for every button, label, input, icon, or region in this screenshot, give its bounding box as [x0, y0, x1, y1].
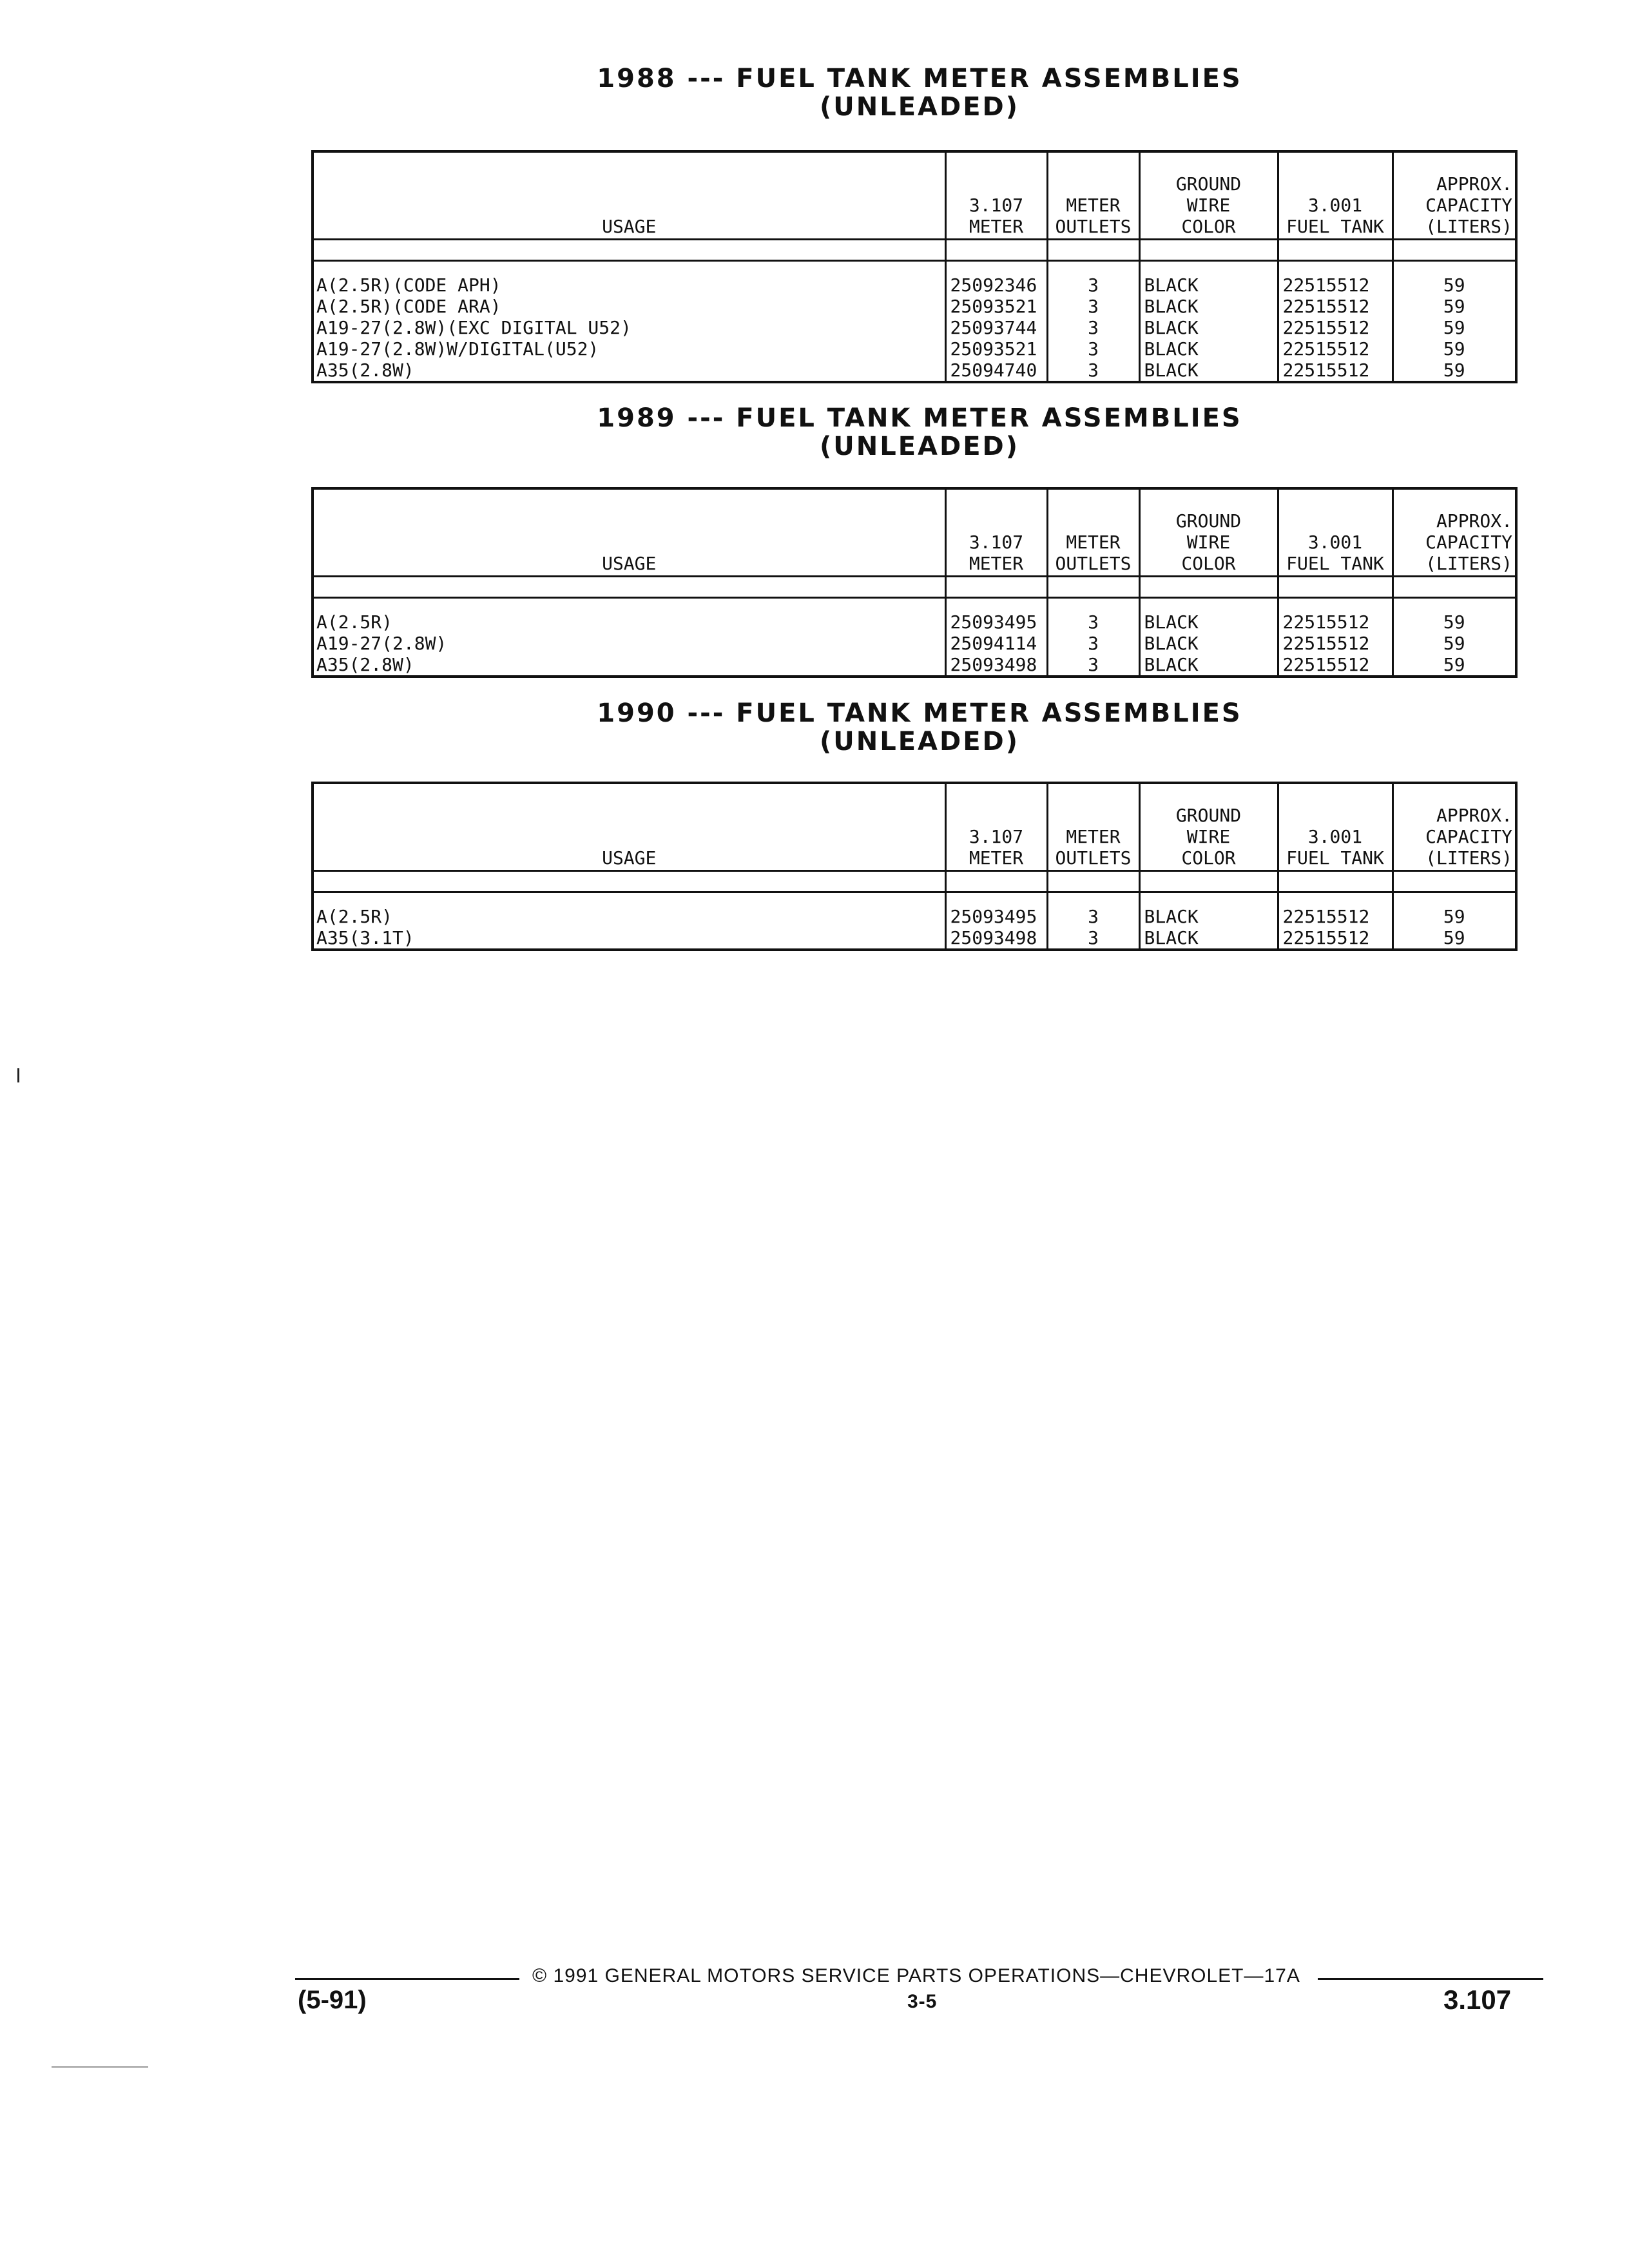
- cell-capacity: 59: [1393, 317, 1516, 338]
- parts-table-1988: [311, 150, 1518, 383]
- table-row: [313, 261, 1516, 296]
- footer-rule-left: [295, 1978, 519, 1980]
- cell-usage: A35(3.1T): [316, 927, 414, 948]
- footer-page-number: 3-5: [907, 1991, 938, 2012]
- table-row: [313, 360, 1516, 382]
- col-header-wire-color: [1139, 783, 1278, 871]
- header-line: WIRE: [1186, 532, 1231, 553]
- parts-table-1989: [311, 487, 1518, 678]
- header-line: USAGE: [602, 216, 657, 237]
- header-line: 3.001: [1307, 195, 1363, 216]
- col-header-wire-color: [1139, 151, 1278, 240]
- cell-usage: A19-27(2.8W)W/DIGITAL(U52): [316, 338, 599, 360]
- table-row: [313, 927, 1516, 950]
- separator-cell: [945, 871, 1047, 892]
- header-line: CAPACITY: [1425, 195, 1512, 216]
- col-header-outlets: [1047, 151, 1139, 240]
- table-row: [313, 598, 1516, 633]
- col-header-fuel-tank: [1278, 151, 1393, 240]
- header-line: FUEL TANK: [1286, 216, 1384, 237]
- section-subtitle: (UNLEADED): [819, 92, 1020, 122]
- separator-cell: [1139, 577, 1278, 598]
- footer-rule-right: [1318, 1978, 1543, 1980]
- scan-mark: [52, 2066, 148, 2068]
- header-line: (LITERS): [1425, 216, 1512, 237]
- separator-cell: [1393, 871, 1516, 892]
- header-separator-row: [313, 577, 1516, 598]
- header-line: METER: [1066, 532, 1121, 553]
- cell-capacity: 59: [1393, 338, 1516, 360]
- section-1988-heading: [311, 64, 1515, 121]
- header-line: (LITERS): [1425, 553, 1512, 574]
- header-line: CAPACITY: [1425, 826, 1512, 847]
- header-line: METER: [969, 553, 1024, 574]
- cell-meter-part: 25093495: [945, 892, 1047, 928]
- cell-wire-color: BLACK: [1139, 360, 1278, 382]
- cell-outlets: 3: [1047, 892, 1139, 928]
- separator-cell: [313, 240, 945, 261]
- header-line: USAGE: [602, 553, 657, 574]
- cell-fuel-tank-part: 22515512: [1278, 892, 1393, 928]
- header-line: METER: [1066, 195, 1121, 216]
- col-header-meter: [945, 783, 1047, 871]
- cell-fuel-tank-part: 22515512: [1278, 633, 1393, 654]
- cell-fuel-tank-part: 22515512: [1278, 598, 1393, 633]
- col-header-outlets: [1047, 488, 1139, 577]
- section-1990-heading: [311, 699, 1515, 756]
- cell-outlets: 3: [1047, 261, 1139, 296]
- header-line: GROUND: [1175, 510, 1242, 532]
- cell-capacity: 59: [1393, 927, 1516, 950]
- section-title: 1988 --- FUEL TANK METER ASSEMBLIES: [597, 64, 1242, 93]
- header-line: COLOR: [1181, 553, 1236, 574]
- footer-date: (5-91): [298, 1986, 367, 2014]
- header-line: COLOR: [1181, 847, 1236, 869]
- cell-outlets: 3: [1047, 317, 1139, 338]
- header-line: OUTLETS: [1055, 553, 1132, 574]
- header-line: 3.107: [969, 195, 1024, 216]
- cell-outlets: 3: [1047, 633, 1139, 654]
- cell-usage: A(2.5R): [316, 611, 393, 633]
- cell-capacity: 59: [1393, 360, 1516, 382]
- section-title: 1989 --- FUEL TANK METER ASSEMBLIES: [597, 403, 1242, 433]
- cell-fuel-tank-part: 22515512: [1278, 296, 1393, 317]
- cell-usage: A(2.5R)(CODE ARA): [316, 296, 501, 317]
- table-row: [313, 654, 1516, 677]
- separator-cell: [1278, 240, 1393, 261]
- col-header-capacity: [1393, 488, 1516, 577]
- header-line: COLOR: [1181, 216, 1236, 237]
- cell-usage: A35(2.8W): [316, 654, 414, 675]
- col-header-usage: [313, 783, 945, 871]
- footer-copyright: © 1991 GENERAL MOTORS SERVICE PARTS OPERATIONS—CHEVROLET—17A: [532, 1965, 1300, 1986]
- scan-mark: [17, 1068, 19, 1082]
- cell-meter-part: 25094114: [945, 633, 1047, 654]
- cell-meter-part: 25093495: [945, 598, 1047, 633]
- cell-outlets: 3: [1047, 598, 1139, 633]
- cell-usage: A(2.5R)(CODE APH): [316, 274, 501, 296]
- separator-cell: [1047, 240, 1139, 261]
- separator-cell: [1393, 577, 1516, 598]
- col-header-capacity: [1393, 151, 1516, 240]
- section-subtitle: (UNLEADED): [819, 727, 1020, 756]
- header-line: FUEL TANK: [1286, 553, 1384, 574]
- cell-outlets: 3: [1047, 338, 1139, 360]
- cell-capacity: 59: [1393, 598, 1516, 633]
- table-row: [313, 338, 1516, 360]
- cell-capacity: 59: [1393, 654, 1516, 677]
- table-row: [313, 633, 1516, 654]
- cell-fuel-tank-part: 22515512: [1278, 360, 1393, 382]
- header-line: APPROX.: [1436, 510, 1512, 532]
- cell-wire-color: BLACK: [1139, 317, 1278, 338]
- section-title: 1990 --- FUEL TANK METER ASSEMBLIES: [597, 698, 1242, 728]
- cell-wire-color: BLACK: [1139, 338, 1278, 360]
- cell-usage: A19-27(2.8W)(EXC DIGITAL U52): [316, 317, 631, 338]
- cell-wire-color: BLACK: [1139, 927, 1278, 950]
- col-header-outlets: [1047, 783, 1139, 871]
- separator-cell: [313, 871, 945, 892]
- separator-cell: [1278, 871, 1393, 892]
- section-1989-heading: [311, 404, 1515, 461]
- cell-meter-part: 25093498: [945, 654, 1047, 677]
- col-header-fuel-tank: [1278, 783, 1393, 871]
- cell-capacity: 59: [1393, 892, 1516, 928]
- header-separator-row: [313, 871, 1516, 892]
- header-line: GROUND: [1175, 805, 1242, 826]
- col-header-usage: [313, 488, 945, 577]
- col-header-meter: [945, 151, 1047, 240]
- cell-capacity: 59: [1393, 296, 1516, 317]
- cell-meter-part: 25093498: [945, 927, 1047, 950]
- cell-meter-part: 25093744: [945, 317, 1047, 338]
- cell-wire-color: BLACK: [1139, 892, 1278, 928]
- cell-outlets: 3: [1047, 296, 1139, 317]
- cell-outlets: 3: [1047, 654, 1139, 677]
- cell-wire-color: BLACK: [1139, 598, 1278, 633]
- header-row: [313, 151, 1516, 240]
- cell-wire-color: BLACK: [1139, 633, 1278, 654]
- col-header-fuel-tank: [1278, 488, 1393, 577]
- cell-usage: A(2.5R): [316, 906, 393, 927]
- header-line: USAGE: [602, 847, 657, 869]
- cell-wire-color: BLACK: [1139, 261, 1278, 296]
- header-row: [313, 783, 1516, 871]
- cell-wire-color: BLACK: [1139, 296, 1278, 317]
- cell-fuel-tank-part: 22515512: [1278, 654, 1393, 677]
- cell-capacity: 59: [1393, 633, 1516, 654]
- header-line: 3.107: [969, 532, 1024, 553]
- header-line: WIRE: [1186, 826, 1231, 847]
- table-row: [313, 317, 1516, 338]
- header-line: OUTLETS: [1055, 847, 1132, 869]
- header-line: 3.001: [1307, 826, 1363, 847]
- col-header-wire-color: [1139, 488, 1278, 577]
- separator-cell: [313, 577, 945, 598]
- cell-meter-part: 25093521: [945, 296, 1047, 317]
- header-line: CAPACITY: [1425, 532, 1512, 553]
- cell-capacity: 59: [1393, 261, 1516, 296]
- cell-meter-part: 25092346: [945, 261, 1047, 296]
- cell-usage: A35(2.8W): [316, 360, 414, 381]
- header-line: 3.107: [969, 826, 1024, 847]
- separator-cell: [1393, 240, 1516, 261]
- header-line: FUEL TANK: [1286, 847, 1384, 869]
- separator-cell: [1139, 871, 1278, 892]
- header-line: METER: [969, 216, 1024, 237]
- section-subtitle: (UNLEADED): [819, 432, 1020, 461]
- footer-group-number: 3.107: [1443, 1984, 1512, 2015]
- cell-wire-color: BLACK: [1139, 654, 1278, 677]
- cell-outlets: 3: [1047, 360, 1139, 382]
- header-row: [313, 488, 1516, 577]
- header-line: 3.001: [1307, 532, 1363, 553]
- col-header-capacity: [1393, 783, 1516, 871]
- header-line: METER: [969, 847, 1024, 869]
- cell-fuel-tank-part: 22515512: [1278, 317, 1393, 338]
- header-separator-row: [313, 240, 1516, 261]
- separator-cell: [1139, 240, 1278, 261]
- separator-cell: [1047, 577, 1139, 598]
- separator-cell: [945, 577, 1047, 598]
- table-row: [313, 296, 1516, 317]
- parts-table-1990: [311, 782, 1518, 951]
- header-line: OUTLETS: [1055, 216, 1132, 237]
- header-line: (LITERS): [1425, 847, 1512, 869]
- header-line: APPROX.: [1436, 805, 1512, 826]
- cell-outlets: 3: [1047, 927, 1139, 950]
- col-header-usage: [313, 151, 945, 240]
- header-line: GROUND: [1175, 173, 1242, 195]
- cell-fuel-tank-part: 22515512: [1278, 261, 1393, 296]
- header-line: APPROX.: [1436, 173, 1512, 195]
- header-line: WIRE: [1186, 195, 1231, 216]
- separator-cell: [945, 240, 1047, 261]
- separator-cell: [1047, 871, 1139, 892]
- table-row: [313, 892, 1516, 928]
- separator-cell: [1278, 577, 1393, 598]
- cell-fuel-tank-part: 22515512: [1278, 338, 1393, 360]
- cell-meter-part: 25093521: [945, 338, 1047, 360]
- cell-usage: A19-27(2.8W): [316, 633, 447, 654]
- cell-fuel-tank-part: 22515512: [1278, 927, 1393, 950]
- col-header-meter: [945, 488, 1047, 577]
- header-line: METER: [1066, 826, 1121, 847]
- cell-meter-part: 25094740: [945, 360, 1047, 382]
